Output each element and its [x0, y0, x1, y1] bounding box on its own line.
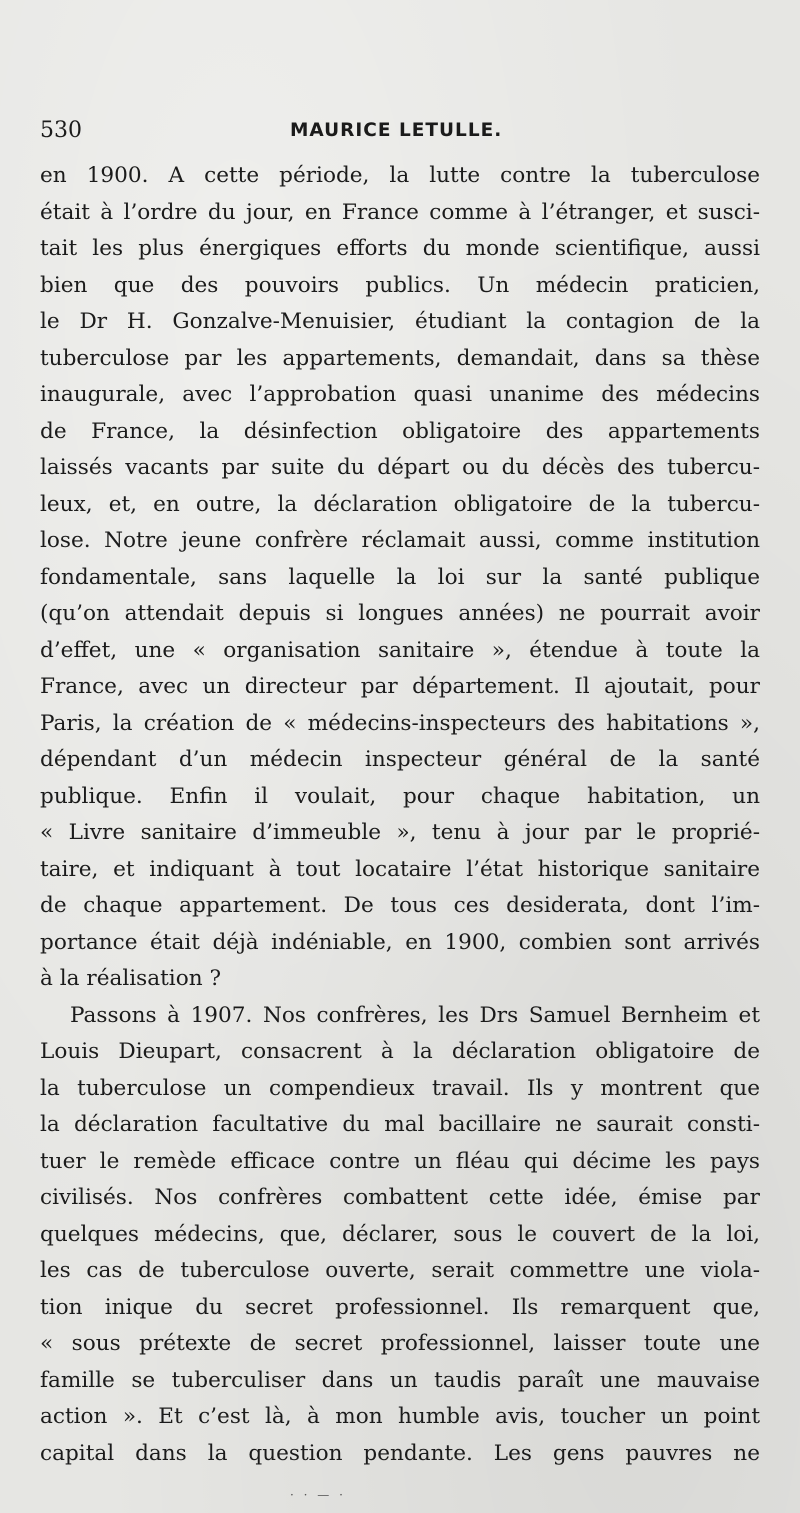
text-line: tuberculose par les appartements, demandait, dans sa thèse	[40, 345, 760, 371]
text-line: de chaque appartement. De tous ces desiderata, dont l’im-	[40, 893, 760, 918]
text-line: tuer le remède efficace contre un fléau qui décime les pays	[40, 1148, 760, 1174]
text-line: laissés vacants par suite du départ ou du décès des tubercu-	[40, 455, 760, 480]
text-line: de France, la désinfection obligatoire des appartements	[40, 418, 760, 444]
text-line: en 1900. A cette période, la lutte contre la tuberculose	[40, 163, 760, 188]
text-line: (qu’on attendait depuis si longues années) ne pourrait avoir	[40, 601, 760, 626]
text-line: tion inique du secret professionnel. Ils remarquent que,	[40, 1294, 760, 1320]
running-head: MAURICE LETULLE.	[290, 120, 503, 141]
text-line: fondamentale, sans laquelle la loi sur la santé publique	[40, 564, 760, 590]
text-line: « Livre sanitaire d’immeuble », tenu à jour par le proprié-	[40, 820, 760, 845]
text-line: publique. Enfin il voulait, pour chaque habitation, un	[40, 783, 760, 809]
text-line: France, avec un directeur par département. Il ajoutait, pour	[40, 674, 760, 699]
text-line: d’effet, une « organisation sanitaire », étendue à toute la	[40, 637, 760, 663]
text-line: capital dans la question pendante. Les gens pauvres ne	[40, 1440, 760, 1466]
text-line: la tuberculose un compendieux travail. Ils y montrent que	[40, 1075, 760, 1101]
text-line: Louis Dieupart, consacrent à la déclaration obligatoire de	[40, 1039, 760, 1064]
page-header	[40, 114, 760, 148]
page-number: 530	[40, 118, 82, 143]
text-line: à la réalisation ?	[40, 966, 222, 991]
text-line: leux, et, en outre, la déclaration obligatoire de la tubercu-	[40, 491, 760, 517]
text-line: Paris, la création de « médecins-inspecteurs des habitations »,	[40, 710, 760, 736]
text-line: tait les plus énergiques efforts du monde scientifique, aussi	[40, 236, 760, 261]
text-line: action ». Et c’est là, à mon humble avis, toucher un point	[40, 1404, 760, 1429]
text-line: quelques médecins, que, déclarer, sous le couvert de la loi,	[40, 1221, 760, 1247]
text-line: civilisés. Nos confrères combattent cette idée, émise par	[40, 1185, 760, 1210]
page-footer-marks: · · — ·	[290, 1488, 346, 1502]
text-line: « sous prétexte de secret professionnel, laisser toute une	[40, 1331, 760, 1356]
body-text	[40, 158, 760, 1472]
text-line: portance était déjà indéniable, en 1900, combien sont arrivés	[40, 929, 760, 955]
text-line: lose. Notre jeune confrère réclamait aussi, comme institution	[40, 528, 760, 553]
text-line: bien que des pouvoirs publics. Un médecin praticien,	[40, 272, 760, 298]
text-line: le Dr H. Gonzalve-Menuisier, étudiant la contagion de la	[40, 309, 760, 334]
text-line: dépendant d’un médecin inspecteur général de la santé	[40, 747, 760, 772]
text-line: Passons à 1907. Nos confrères, les Drs Samuel Bernheim et	[70, 1002, 760, 1028]
text-line: taire, et indiquant à tout locataire l’état historique sanitaire	[40, 856, 760, 882]
text-line: était à l’ordre du jour, en France comme à l’étranger, et susci-	[40, 199, 760, 225]
text-line: les cas de tuberculose ouverte, serait commettre une viola-	[40, 1258, 760, 1283]
text-line: famille se tuberculiser dans un taudis paraît une mauvaise	[40, 1367, 760, 1393]
text-line: inaugurale, avec l’approbation quasi unanime des médecins	[40, 382, 760, 407]
text-line: la déclaration facultative du mal bacillaire ne saurait consti-	[40, 1112, 760, 1137]
